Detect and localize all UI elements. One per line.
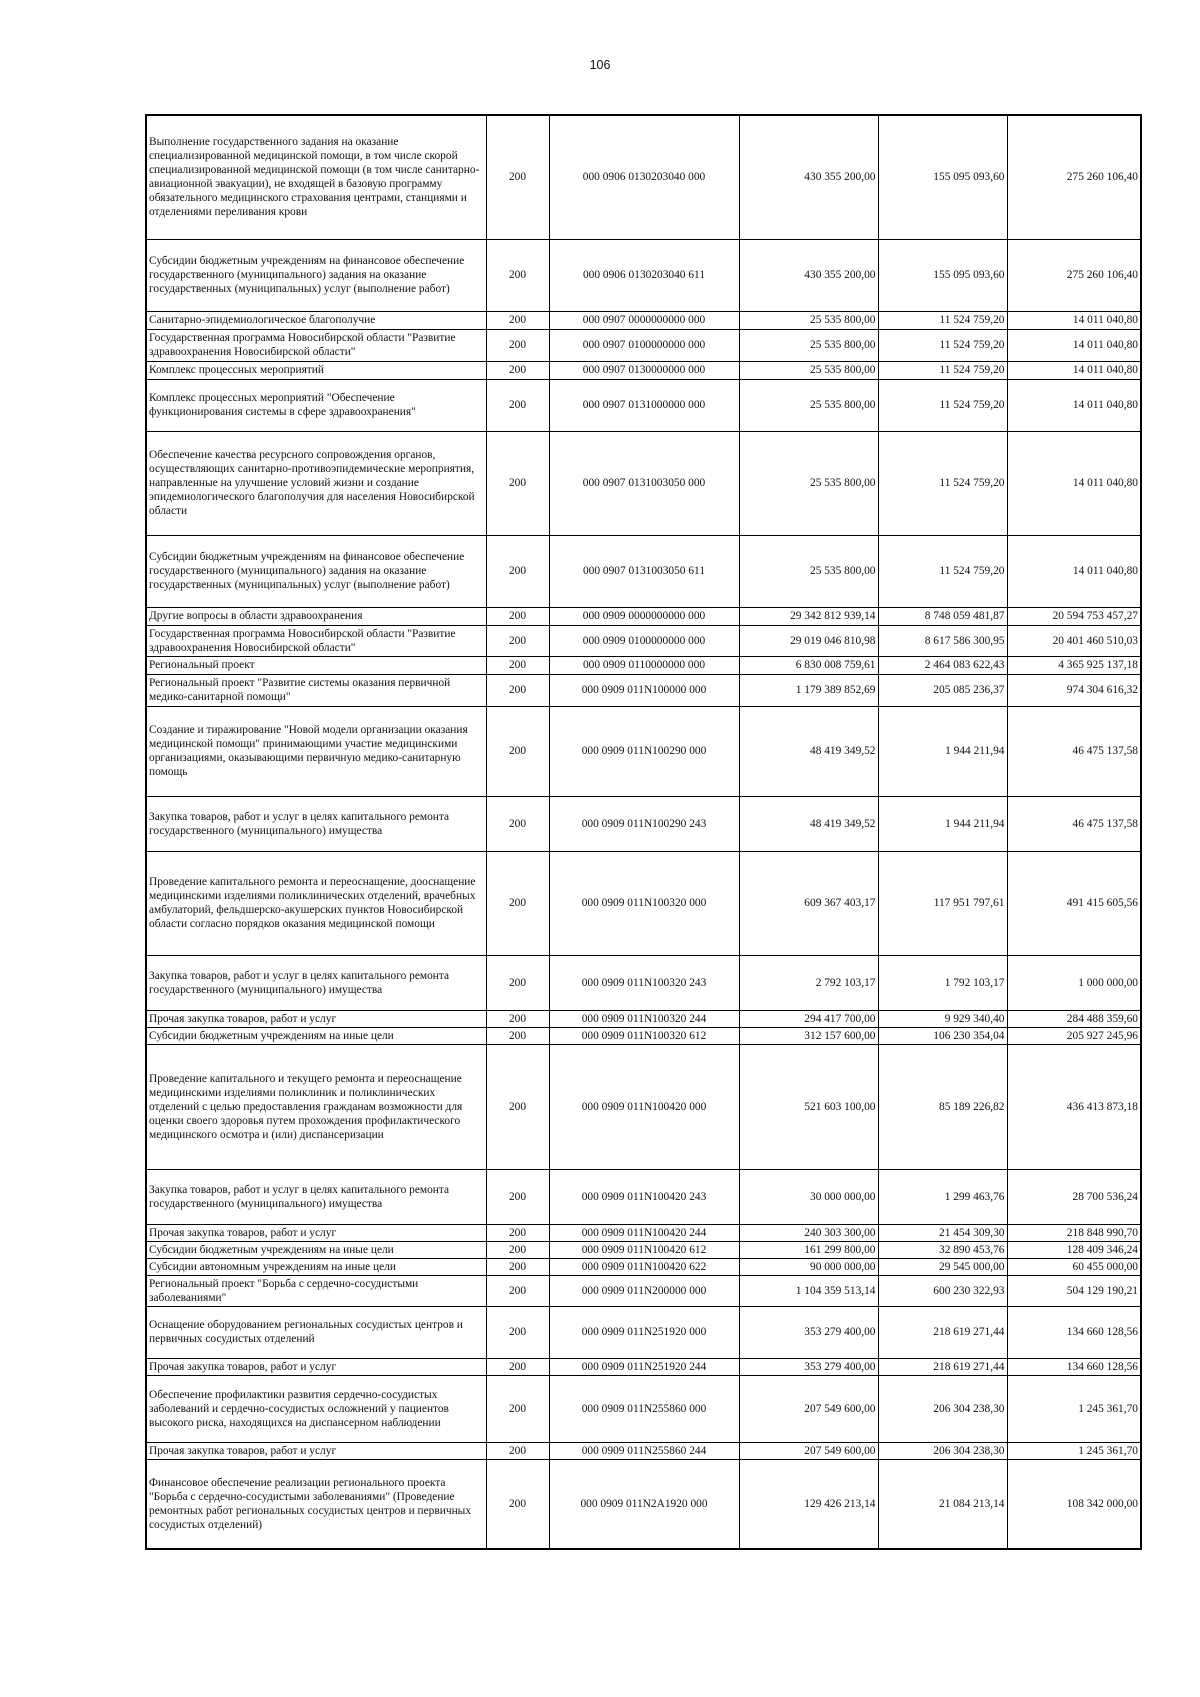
cell-name: Финансовое обеспечение реализации регионального проекта "Борьба с сердечно-сосудистыми заболеваниями" (Проведение ремонтных работ региональных сосудистых центров и первичных сосудистых отделений) [146, 1459, 486, 1549]
cell-planned: 430 355 200,00 [739, 239, 878, 311]
cell-remainder: 974 304 616,32 [1007, 674, 1141, 706]
cell-planned: 2 792 103,17 [739, 955, 878, 1010]
cell-admin-code: 200 [486, 1169, 549, 1224]
cell-budget-code: 000 0907 0131003050 611 [549, 535, 739, 607]
cell-executed: 9 929 340,40 [878, 1010, 1007, 1027]
table-row [146, 431, 1141, 535]
cell-planned: 1 104 359 513,14 [739, 1275, 878, 1306]
cell-admin-code: 200 [486, 329, 549, 361]
cell-admin-code: 200 [486, 1358, 549, 1375]
cell-remainder: 275 260 106,40 [1007, 239, 1141, 311]
cell-budget-code: 000 0909 011N100320 000 [549, 851, 739, 955]
cell-name: Субсидии бюджетным учреждениям на иные цели [146, 1241, 486, 1258]
cell-budget-code: 000 0907 0130000000 000 [549, 361, 739, 379]
cell-planned: 25 535 800,00 [739, 535, 878, 607]
table-row [146, 1258, 1141, 1275]
cell-planned: 30 000 000,00 [739, 1169, 878, 1224]
cell-remainder: 491 415 605,56 [1007, 851, 1141, 955]
cell-executed: 11 524 759,20 [878, 535, 1007, 607]
cell-admin-code: 200 [486, 1375, 549, 1442]
cell-remainder: 20 594 753 457,27 [1007, 607, 1141, 625]
cell-admin-code: 200 [486, 1275, 549, 1306]
table-row [146, 1375, 1141, 1442]
cell-budget-code: 000 0909 011N100420 000 [549, 1044, 739, 1169]
cell-budget-code: 000 0907 0131003050 000 [549, 431, 739, 535]
cell-executed: 218 619 271,44 [878, 1306, 1007, 1358]
cell-planned: 48 419 349,52 [739, 706, 878, 796]
table-row [146, 1224, 1141, 1241]
cell-name: Региональный проект [146, 656, 486, 674]
cell-remainder: 14 011 040,80 [1007, 329, 1141, 361]
cell-admin-code: 200 [486, 311, 549, 329]
cell-planned: 353 279 400,00 [739, 1358, 878, 1375]
cell-budget-code: 000 0906 0130203040 611 [549, 239, 739, 311]
table-row [146, 239, 1141, 311]
cell-planned: 521 603 100,00 [739, 1044, 878, 1169]
cell-planned: 25 535 800,00 [739, 379, 878, 431]
table-row [146, 535, 1141, 607]
cell-remainder: 205 927 245,96 [1007, 1027, 1141, 1044]
page-number: 106 [589, 58, 611, 72]
table-row [146, 1275, 1141, 1306]
cell-planned: 25 535 800,00 [739, 311, 878, 329]
cell-admin-code: 200 [486, 1044, 549, 1169]
cell-admin-code: 200 [486, 115, 549, 239]
table-row [146, 706, 1141, 796]
cell-budget-code: 000 0909 011N100320 244 [549, 1010, 739, 1027]
cell-executed: 205 085 236,37 [878, 674, 1007, 706]
cell-budget-code: 000 0907 0000000000 000 [549, 311, 739, 329]
cell-executed: 1 944 211,94 [878, 706, 1007, 796]
cell-remainder: 1 245 361,70 [1007, 1442, 1141, 1459]
cell-planned: 25 535 800,00 [739, 431, 878, 535]
cell-admin-code: 200 [486, 1010, 549, 1027]
cell-executed: 600 230 322,93 [878, 1275, 1007, 1306]
cell-executed: 155 095 093,60 [878, 239, 1007, 311]
table-row [146, 625, 1141, 656]
cell-name: Прочая закупка товаров, работ и услуг [146, 1358, 486, 1375]
cell-name: Закупка товаров, работ и услуг в целях капитального ремонта государственного (муниципального) имущества [146, 955, 486, 1010]
cell-name: Субсидии бюджетным учреждениям на финансовое обеспечение государственного (муниципального) задания на оказание государственных (муниципальных) услуг (выполнение работ) [146, 535, 486, 607]
cell-name: Государственная программа Новосибирской области "Развитие здравоохранения Новосибирской области" [146, 329, 486, 361]
cell-remainder: 504 129 190,21 [1007, 1275, 1141, 1306]
cell-executed: 206 304 238,30 [878, 1375, 1007, 1442]
table-row [146, 607, 1141, 625]
cell-planned: 29 019 046 810,98 [739, 625, 878, 656]
cell-name: Обеспечение качества ресурсного сопровождения органов, осуществляющих санитарно-противоэпидемические мероприятия, направленные на улучшение условий жизни и создание эпидемиологического благополучия для населения Новосибирской области [146, 431, 486, 535]
cell-remainder: 436 413 873,18 [1007, 1044, 1141, 1169]
cell-name: Прочая закупка товаров, работ и услуг [146, 1224, 486, 1241]
cell-admin-code: 200 [486, 1306, 549, 1358]
table-row [146, 1027, 1141, 1044]
cell-remainder: 14 011 040,80 [1007, 431, 1141, 535]
cell-budget-code: 000 0909 011N100290 000 [549, 706, 739, 796]
cell-executed: 11 524 759,20 [878, 311, 1007, 329]
cell-executed: 1 944 211,94 [878, 796, 1007, 851]
cell-name: Выполнение государственного задания на оказание специализированной медицинской помощи, в том числе скорой специализированной медицинской помощи (в том числе санитарно-авиационной эвакуации), не входящей в базовую программу обязательного медицинского страхования центрами, станциями и отделениями переливания крови [146, 115, 486, 239]
cell-budget-code: 000 0906 0130203040 000 [549, 115, 739, 239]
table-row [146, 379, 1141, 431]
cell-name: Другие вопросы в области здравоохранения [146, 607, 486, 625]
table-row [146, 656, 1141, 674]
table-row [146, 1358, 1141, 1375]
cell-admin-code: 200 [486, 535, 549, 607]
cell-executed: 11 524 759,20 [878, 379, 1007, 431]
cell-executed: 1 792 103,17 [878, 955, 1007, 1010]
cell-budget-code: 000 0909 011N100320 612 [549, 1027, 739, 1044]
cell-name: Создание и тиражирование "Новой модели организации оказания медицинской помощи" принимающими участие медицинскими организациями, оказывающими первичную медико-санитарную помощь [146, 706, 486, 796]
cell-planned: 312 157 600,00 [739, 1027, 878, 1044]
table-row [146, 1044, 1141, 1169]
cell-admin-code: 200 [486, 1224, 549, 1241]
table-row [146, 115, 1141, 239]
cell-planned: 207 549 600,00 [739, 1375, 878, 1442]
table-row [146, 1306, 1141, 1358]
budget-execution-table [145, 114, 1142, 1550]
cell-admin-code: 200 [486, 1459, 549, 1549]
cell-name: Региональный проект "Развитие системы оказания первичной медико-санитарной помощи" [146, 674, 486, 706]
cell-remainder: 28 700 536,24 [1007, 1169, 1141, 1224]
table-row [146, 796, 1141, 851]
cell-executed: 85 189 226,82 [878, 1044, 1007, 1169]
cell-name: Проведение капитального ремонта и переоснащение, дооснащение медицинскими изделиями поликлинических отделений, врачебных амбулаторий, фельдшерско-акушерских пунктов Новосибирской области согласно порядков оказания медицинской помощи [146, 851, 486, 955]
cell-planned: 161 299 800,00 [739, 1241, 878, 1258]
cell-budget-code: 000 0909 0000000000 000 [549, 607, 739, 625]
cell-executed: 106 230 354,04 [878, 1027, 1007, 1044]
cell-remainder: 1 245 361,70 [1007, 1375, 1141, 1442]
table-row [146, 1442, 1141, 1459]
cell-name: Комплекс процессных мероприятий "Обеспечение функционирования системы в сфере здравоохранения" [146, 379, 486, 431]
cell-planned: 240 303 300,00 [739, 1224, 878, 1241]
cell-remainder: 108 342 000,00 [1007, 1459, 1141, 1549]
cell-planned: 6 830 008 759,61 [739, 656, 878, 674]
cell-remainder: 14 011 040,80 [1007, 311, 1141, 329]
cell-admin-code: 200 [486, 1027, 549, 1044]
cell-executed: 218 619 271,44 [878, 1358, 1007, 1375]
cell-budget-code: 000 0909 011N100000 000 [549, 674, 739, 706]
table-row [146, 361, 1141, 379]
cell-remainder: 14 011 040,80 [1007, 361, 1141, 379]
cell-admin-code: 200 [486, 239, 549, 311]
cell-executed: 21 454 309,30 [878, 1224, 1007, 1241]
cell-budget-code: 000 0909 011N100420 244 [549, 1224, 739, 1241]
cell-budget-code: 000 0909 011N251920 244 [549, 1358, 739, 1375]
cell-executed: 1 299 463,76 [878, 1169, 1007, 1224]
table-row [146, 1169, 1141, 1224]
cell-budget-code: 000 0909 011N251920 000 [549, 1306, 739, 1358]
cell-budget-code: 000 0909 011N200000 000 [549, 1275, 739, 1306]
cell-budget-code: 000 0909 011N255860 000 [549, 1375, 739, 1442]
table-row [146, 1241, 1141, 1258]
table-row [146, 851, 1141, 955]
cell-admin-code: 200 [486, 431, 549, 535]
cell-executed: 11 524 759,20 [878, 329, 1007, 361]
cell-budget-code: 000 0909 0100000000 000 [549, 625, 739, 656]
cell-admin-code: 200 [486, 674, 549, 706]
cell-remainder: 60 455 000,00 [1007, 1258, 1141, 1275]
cell-name: Обеспечение профилактики развития сердечно-сосудистых заболеваний и сердечно-сосудистых осложнений у пациентов высокого риска, находящихся на диспансерном наблюдении [146, 1375, 486, 1442]
cell-name: Субсидии бюджетным учреждениям на иные цели [146, 1027, 486, 1044]
cell-name: Прочая закупка товаров, работ и услуг [146, 1010, 486, 1027]
cell-admin-code: 200 [486, 656, 549, 674]
cell-budget-code: 000 0909 011N100420 243 [549, 1169, 739, 1224]
cell-admin-code: 200 [486, 361, 549, 379]
cell-executed: 8 617 586 300,95 [878, 625, 1007, 656]
cell-executed: 155 095 093,60 [878, 115, 1007, 239]
cell-planned: 25 535 800,00 [739, 361, 878, 379]
cell-remainder: 46 475 137,58 [1007, 796, 1141, 851]
cell-admin-code: 200 [486, 1258, 549, 1275]
cell-planned: 207 549 600,00 [739, 1442, 878, 1459]
table-body [146, 115, 1141, 1549]
table-row [146, 1459, 1141, 1549]
cell-name: Субсидии бюджетным учреждениям на финансовое обеспечение государственного (муниципального) задания на оказание государственных (муниципальных) услуг (выполнение работ) [146, 239, 486, 311]
cell-planned: 353 279 400,00 [739, 1306, 878, 1358]
cell-planned: 25 535 800,00 [739, 329, 878, 361]
cell-admin-code: 200 [486, 625, 549, 656]
cell-remainder: 128 409 346,24 [1007, 1241, 1141, 1258]
cell-remainder: 4 365 925 137,18 [1007, 656, 1141, 674]
cell-planned: 609 367 403,17 [739, 851, 878, 955]
cell-executed: 11 524 759,20 [878, 431, 1007, 535]
cell-admin-code: 200 [486, 1442, 549, 1459]
cell-name: Оснащение оборудованием региональных сосудистых центров и первичных сосудистых отделений [146, 1306, 486, 1358]
cell-budget-code: 000 0909 011N100420 622 [549, 1258, 739, 1275]
cell-name: Закупка товаров, работ и услуг в целях капитального ремонта государственного (муниципального) имущества [146, 796, 486, 851]
cell-name: Проведение капитального и текущего ремонта и переоснащение медицинскими изделиями поликлиник и поликлинических отделений с целью предоставления гражданам возможности для оценки своего здоровья путем прохождения профилактического медицинского осмотра и (или) диспансеризации [146, 1044, 486, 1169]
cell-executed: 32 890 453,76 [878, 1241, 1007, 1258]
table-row [146, 1010, 1141, 1027]
cell-remainder: 275 260 106,40 [1007, 115, 1141, 239]
cell-executed: 21 084 213,14 [878, 1459, 1007, 1549]
cell-executed: 117 951 797,61 [878, 851, 1007, 955]
cell-admin-code: 200 [486, 796, 549, 851]
cell-remainder: 134 660 128,56 [1007, 1358, 1141, 1375]
cell-budget-code: 000 0909 0110000000 000 [549, 656, 739, 674]
cell-admin-code: 200 [486, 706, 549, 796]
cell-planned: 48 419 349,52 [739, 796, 878, 851]
cell-remainder: 1 000 000,00 [1007, 955, 1141, 1010]
cell-executed: 11 524 759,20 [878, 361, 1007, 379]
cell-remainder: 284 488 359,60 [1007, 1010, 1141, 1027]
cell-admin-code: 200 [486, 1241, 549, 1258]
cell-planned: 29 342 812 939,14 [739, 607, 878, 625]
table-row [146, 674, 1141, 706]
cell-budget-code: 000 0909 011N100290 243 [549, 796, 739, 851]
cell-budget-code: 000 0909 011N100320 243 [549, 955, 739, 1010]
cell-planned: 129 426 213,14 [739, 1459, 878, 1549]
table-row [146, 329, 1141, 361]
cell-name: Региональный проект "Борьба с сердечно-сосудистыми заболеваниями" [146, 1275, 486, 1306]
cell-remainder: 14 011 040,80 [1007, 379, 1141, 431]
cell-remainder: 14 011 040,80 [1007, 535, 1141, 607]
cell-admin-code: 200 [486, 851, 549, 955]
cell-planned: 430 355 200,00 [739, 115, 878, 239]
table-row [146, 311, 1141, 329]
cell-executed: 8 748 059 481,87 [878, 607, 1007, 625]
cell-remainder: 218 848 990,70 [1007, 1224, 1141, 1241]
cell-budget-code: 000 0909 011N100420 612 [549, 1241, 739, 1258]
cell-remainder: 134 660 128,56 [1007, 1306, 1141, 1358]
cell-planned: 1 179 389 852,69 [739, 674, 878, 706]
cell-admin-code: 200 [486, 955, 549, 1010]
cell-name: Комплекс процессных мероприятий [146, 361, 486, 379]
cell-executed: 206 304 238,30 [878, 1442, 1007, 1459]
cell-name: Закупка товаров, работ и услуг в целях капитального ремонта государственного (муниципального) имущества [146, 1169, 486, 1224]
table-row [146, 955, 1141, 1010]
cell-admin-code: 200 [486, 607, 549, 625]
cell-admin-code: 200 [486, 379, 549, 431]
cell-executed: 29 545 000,00 [878, 1258, 1007, 1275]
cell-name: Субсидии автономным учреждениям на иные цели [146, 1258, 486, 1275]
cell-name: Прочая закупка товаров, работ и услуг [146, 1442, 486, 1459]
cell-name: Санитарно-эпидемиологическое благополучие [146, 311, 486, 329]
cell-budget-code: 000 0909 011N255860 244 [549, 1442, 739, 1459]
cell-budget-code: 000 0907 0100000000 000 [549, 329, 739, 361]
cell-planned: 294 417 700,00 [739, 1010, 878, 1027]
cell-name: Государственная программа Новосибирской области "Развитие здравоохранения Новосибирской области" [146, 625, 486, 656]
cell-planned: 90 000 000,00 [739, 1258, 878, 1275]
cell-remainder: 46 475 137,58 [1007, 706, 1141, 796]
cell-remainder: 20 401 460 510,03 [1007, 625, 1141, 656]
cell-executed: 2 464 083 622,43 [878, 656, 1007, 674]
cell-budget-code: 000 0907 0131000000 000 [549, 379, 739, 431]
cell-budget-code: 000 0909 011N2A1920 000 [549, 1459, 739, 1549]
